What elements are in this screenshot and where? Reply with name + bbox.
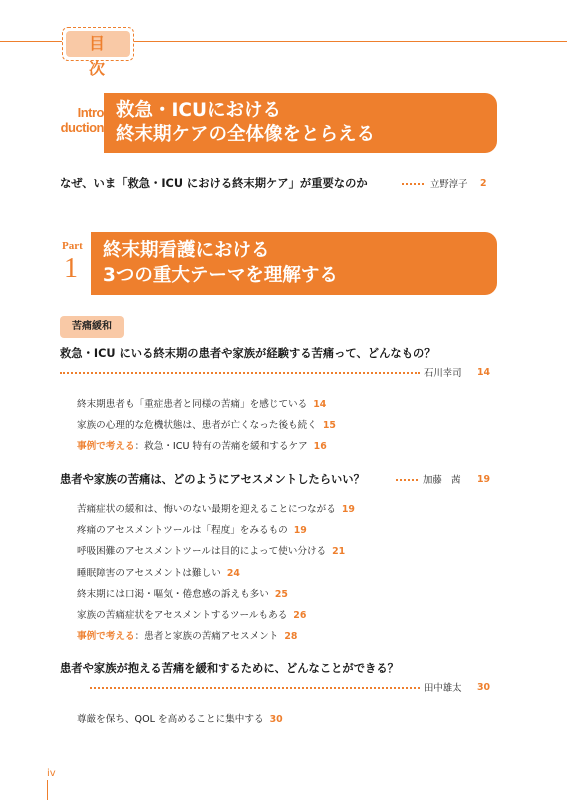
toc-title: 目 次 [66,31,130,57]
section-heading[interactable]: 患者や家族が抱える苦痛を緩和するために、どんなことができる？ [60,662,399,675]
section-author: 田中雄太 [424,683,462,694]
intro-label-line1: Intro [77,105,104,120]
toc-item-case-study[interactable]: 事例で考える：救急・ICU 特有の苦痛を緩和するケア 16 [77,441,327,452]
intro-title-line1: 救急・ICUにおける [116,100,281,121]
section-page: 19 [477,474,491,485]
section-author: 石川幸司 [424,368,462,379]
intro-label-line2: duction [60,120,104,135]
leader-dots [60,372,420,374]
section-author: 加藤 茜 [423,475,461,486]
toc-item[interactable]: 家族の苦痛症状をアセスメントするツールもある 26 [77,610,307,621]
toc-item[interactable]: 終末期患者も「重症患者と同様の苦痛」を感じている 14 [77,399,327,410]
toc-item[interactable]: 尊厳を保ち、QOL を高めることに集中する 30 [77,714,283,725]
intro-entry-title[interactable]: なぜ、いま「救急・ICU における終末期ケア」が重要なのか [60,177,368,190]
section-heading[interactable]: 患者や家族の苦痛は、どのようにアセスメントしたらいい？ [60,473,365,486]
leader-dots [402,183,424,185]
intro-label [60,105,104,135]
part1-banner [91,232,497,295]
page-number: iv [47,768,56,779]
category-badge: 苦痛緩和 [60,316,124,338]
part1-title-line1: 終末期看護における [103,240,270,261]
section-page: 30 [477,682,491,693]
leader-dots [90,687,420,689]
part-label: Part [62,240,83,252]
part-number: 1 [64,253,78,284]
intro-banner [104,93,497,153]
page-number-rule [47,780,48,800]
toc-title-box [62,27,134,78]
section-heading[interactable]: 救急・ICU にいる終末期の患者や家族が経験する苦痛って、どんなもの？ [60,347,436,360]
toc-item[interactable]: 呼吸困難のアセスメントツールは目的によって使い分ける 21 [77,546,346,557]
toc-item[interactable]: 家族の心理的な危機状態は、患者が亡くなった後も続く 15 [77,420,336,431]
leader-dots [396,479,418,481]
intro-entry-page: 2 [480,178,487,189]
part1-title-line2: 3つの重大テーマを理解する [103,265,338,286]
toc-item[interactable]: 睡眠障害のアセスメントは難しい 24 [77,568,240,579]
intro-title-line2: 終末期ケアの全体像をとらえる [116,124,376,145]
toc-item[interactable]: 苦痛症状の緩和は、悔いのない最期を迎えることにつながる 19 [77,504,355,515]
section-page: 14 [477,367,491,378]
intro-entry-author: 立野淳子 [430,179,468,190]
toc-item[interactable]: 疼痛のアセスメントツールは「程度」をみるもの 19 [77,525,307,536]
toc-item[interactable]: 終末期には口渇・嘔気・倦怠感の訴えも多い 25 [77,589,288,600]
toc-item-case-study[interactable]: 事例で考える：患者と家族の苦痛アセスメント 28 [77,631,298,642]
